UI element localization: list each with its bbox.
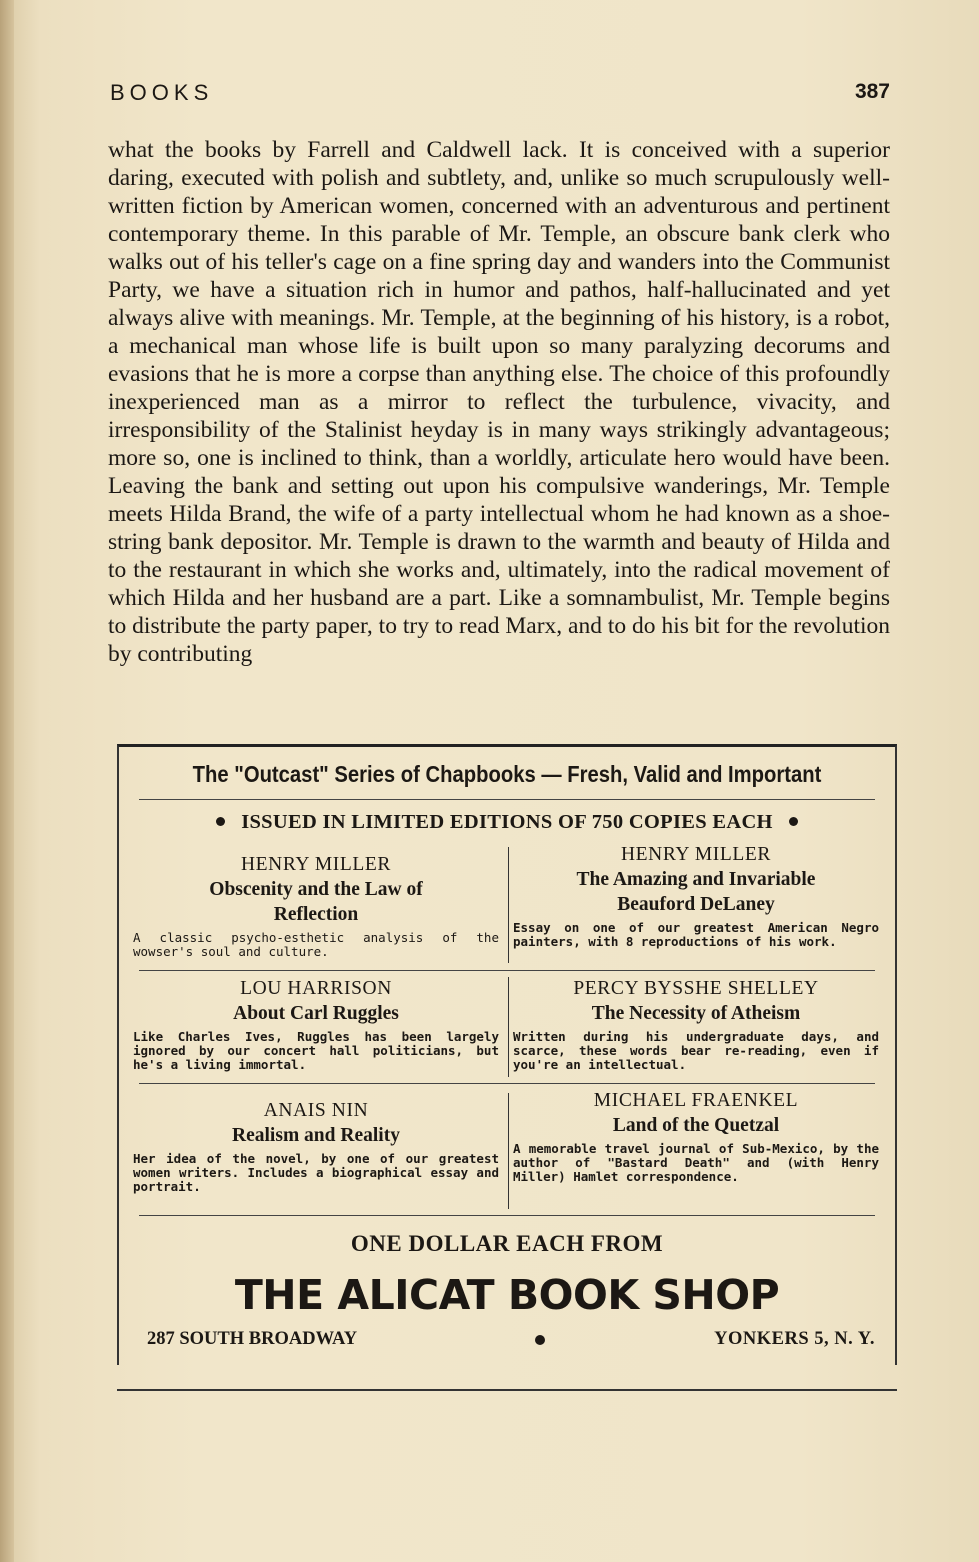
page-number: 387 <box>854 80 890 103</box>
book-author: ANAIS NIN <box>263 1100 369 1121</box>
book-entry <box>133 977 499 1072</box>
running-head <box>110 80 890 112</box>
book-description: A memorable travel journal of Sub-Mexico, by the author of "Bastard Death" and (with Henry Miller) Hamlet correspondence. <box>513 1141 879 1184</box>
divider <box>139 799 875 800</box>
book-title: Realism and Reality <box>232 1125 400 1146</box>
book-title: Obscenity and the Law of Reflection <box>209 879 423 925</box>
book-spine-shadow <box>0 0 14 1562</box>
book-author: LOU HARRISON <box>240 978 392 999</box>
book-entry <box>513 843 879 949</box>
bullet-icon <box>216 817 225 826</box>
price-line: ONE DOLLAR EACH FROM <box>350 1231 664 1256</box>
column-divider <box>508 1093 509 1209</box>
book-description: Like Charles Ives, Ruggles has been largely ignored by our concert hall politicians, but he's a living immortal. <box>133 1029 499 1072</box>
book-title: About Carl Ruggles <box>233 1003 399 1024</box>
column-divider <box>508 847 509 963</box>
divider <box>139 970 875 971</box>
shop-address: 287 SOUTH BROADWAY <box>147 1329 358 1349</box>
shop-city: YONKERS 5, N. Y. <box>714 1329 875 1349</box>
column-divider <box>508 977 509 1077</box>
book-author: HENRY MILLER <box>240 854 391 875</box>
book-description: Her idea of the novel, by one of our greatest women writers. Includes a biographical essay and portrait. <box>133 1151 499 1194</box>
book-description: A classic psycho-esthetic analysis of the wowser's soul and culture. <box>133 930 499 959</box>
book-title: Land of the Quetzal <box>612 1115 780 1136</box>
divider <box>139 1215 875 1216</box>
bullet-icon <box>535 1335 545 1345</box>
book-title: The Amazing and Invariable Beauford DeLaney <box>576 869 816 915</box>
subhead-text: ISSUED IN LIMITED EDITIONS OF 750 COPIES EACH <box>241 811 773 833</box>
divider <box>139 1083 875 1084</box>
section-title: BOOKS <box>110 80 214 105</box>
book-title: The Necessity of Atheism <box>591 1003 801 1024</box>
book-entry <box>133 1099 499 1194</box>
shop-name: THE ALICAT BOOK SHOP <box>234 1271 780 1319</box>
book-description: Essay on one of our greatest American Negro painters, with 8 reproductions of his work. <box>513 920 879 949</box>
bullet-icon <box>789 817 798 826</box>
ad-headline: The "Outcast" Series of Chapbooks — Fresh, Valid and Important <box>192 761 822 787</box>
chapbook-advertisement <box>117 744 897 1365</box>
book-entry <box>513 1089 879 1184</box>
book-entry <box>513 977 879 1072</box>
book-author: HENRY MILLER <box>620 844 771 865</box>
book-author: PERCY BYSSHE SHELLEY <box>573 978 819 999</box>
book-description: Written during his undergraduate days, and scarce, these words bear re-reading, even if you're an intellectual. <box>513 1029 879 1072</box>
bottom-rule <box>117 1389 897 1391</box>
ad-subhead <box>119 811 895 834</box>
book-author: MICHAEL FRAENKEL <box>593 1090 799 1111</box>
review-paragraph: what the books by Farrell and Caldwell lack. It is conceived with a superior daring, executed with polish and subtlety, and, unlike so much scrupulously well-written fiction by American women, concerned with an adventurous and pertinent contemporary theme. In this parable of Mr. Temple, an obscure bank clerk who walks out of his teller's cage on a fine spring day and wanders into the Communist Party, we have a situation rich in humor and pathos, half-hallucinated and yet always alive with meanings. Mr. Temple, at the beginning of his history, is a robot, a mechanical man whose life is built upon so many paralyzing decorums and evasions that he is more a corpse than anything else. The choice of this profoundly inexperienced man as a mirror to reflect the turbulence, vivacity, and irresponsibility of the Stalinist heyday is in many ways strikingly advantageous; more so, one is inclined to think, than a worldly, articulate hero would have been. Leaving the bank and setting out upon his compulsive wanderings, Mr. Temple meets Hilda Brand, the wife of a party intellectual whom he had known as a shoe-string bank depositor. Mr. Temple is drawn to the warmth and beauty of Hilda and to the restaurant in which she works and, ultimately, into the radical movement of which Hilda and her husband are a part. Like a somnambulist, Mr. Temple begins to distribute the party paper, to try to read Marx, and to do his bit for the revolution by contributing <box>108 137 890 667</box>
book-entry <box>133 853 499 959</box>
